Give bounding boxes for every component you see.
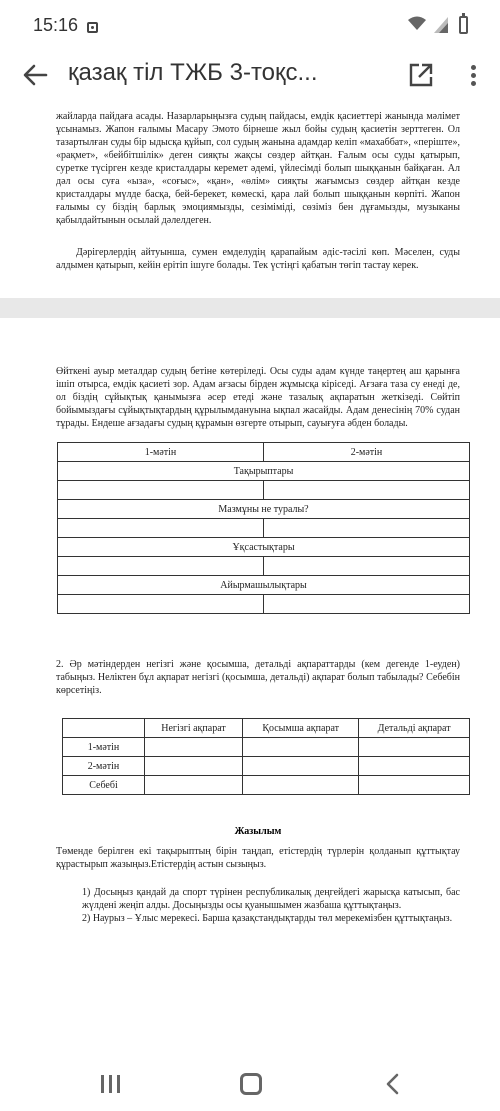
- section-title-writing: Жазылым: [234, 826, 282, 837]
- table-cell: [264, 519, 470, 538]
- table-cell: [58, 519, 264, 538]
- table-cell: [145, 776, 243, 795]
- back-arrow-icon[interactable]: [20, 60, 50, 90]
- table-header-text1: 1-мәтін: [58, 443, 264, 462]
- table-cell: [58, 557, 264, 576]
- table-cell: [58, 595, 264, 614]
- table-row-label: Айырмашылықтары: [58, 576, 470, 595]
- table-cell: [58, 481, 264, 500]
- info-table: [62, 718, 470, 795]
- table-header-additional: Қосымша ақпарат: [243, 719, 359, 738]
- document-title: қазақ тіл ТЖБ 3-тоқс...: [68, 59, 318, 86]
- writing-option-2: 2) Наурыз – Ұлыс мерекесі. Барша қазақстандықтарды төл мерекемізбен құттықтаңыз.: [82, 913, 453, 924]
- paragraph-3: Өйткені ауыр металдар судың бетіне көтеріледі. Осы суды адам күнде таңертең аш қарынға ішіп отырса, емдік қасиеті зор. Адам ағзасы бірден жұмысқа кіріседі. Ағзаға таза су енеді де, ол біздің сұйықтық қанымызға әсер етеді және тазалық ақпаратын жеткізеді. Сөйтіп бойымыздағы сұйықтықтардың құрылымдануына ықпал жасайды. Адам денесінің 70% судан тұрады. Ендеше ағзадағы судың құрамын өзгерте отырып, сауығуға әбден болады.: [56, 366, 460, 429]
- table-cell: [264, 481, 470, 500]
- table-row-label: 2-мәтін: [63, 757, 145, 776]
- table-cell: [243, 757, 359, 776]
- table-cell: [359, 757, 470, 776]
- system-nav-bar: [0, 1058, 500, 1111]
- open-external-icon[interactable]: [408, 62, 434, 88]
- table-row-label: Мазмұны не туралы?: [58, 500, 470, 519]
- table-cell: [145, 738, 243, 757]
- question-2: 2. Әр мәтіндерден негізгі және қосымша, детальді ақпараттарды (кем дегенде 1-еуден) табыңыз. Неліктен бұл ақпарат негізгі (қосымша, детальді) ақпарат болып табылады? Себебін көрсетіңіз.: [56, 659, 460, 696]
- home-icon[interactable]: [240, 1073, 262, 1095]
- table-cell: [243, 738, 359, 757]
- table-cell: [359, 738, 470, 757]
- document-page-1: [0, 110, 500, 298]
- table-row-label: Тақырыптары: [58, 462, 470, 481]
- writing-instructions: Төменде берілген екі тақырыптың бірін таңдап, етістердің түрлерін қолданып құттықтау құрастырып жазыңыз.Етістердің астын сызыңыз.: [56, 846, 460, 870]
- table-header-empty: [63, 719, 145, 738]
- table-row-label: 1-мәтін: [63, 738, 145, 757]
- table-header-detail: Детальді ақпарат: [359, 719, 470, 738]
- recents-icon[interactable]: [101, 1075, 121, 1093]
- battery-icon: [459, 16, 468, 34]
- back-icon[interactable]: [381, 1072, 405, 1096]
- table-row-label: Ұқсастықтары: [58, 538, 470, 557]
- signal-icon: [434, 17, 448, 33]
- table-cell: [264, 595, 470, 614]
- table-cell: [264, 557, 470, 576]
- status-time: 15:16: [33, 15, 79, 35]
- table-cell: [243, 776, 359, 795]
- document-viewer[interactable]: [0, 110, 500, 1058]
- wifi-icon: [407, 15, 427, 35]
- paragraph-2: Дәрігерлердің айтуынша, сумен емделудің қарапайым әдіс-тәсілі көп. Мәселен, суды алдымен қатырып, кейін ерітіп ішуге болады. Тек үстіңгі қабатын төгіп тастау керек.: [56, 247, 460, 271]
- table-cell: [145, 757, 243, 776]
- table-header-main: Негізгі ақпарат: [145, 719, 243, 738]
- paragraph-1: жайларда пайдаға асады. Назарларыңызға судың пайдасы, емдік қасиеттері жанында мәлімет ұсынамыз. Жапон ғалымы Масару Эмото бірнеше жыл бойы судың қасиетін зерттеген. Ол тазартылған суды бір ыдысқа құйып, сол судың жанына адамдар келіп «махаббат», «періште», «рақмет», «бейбітшілік» деген сияқты жақсы сөздер айтқан. Ғалым осы суды қатырып, суретке түсірген кезде кристалдары керемет әдемі, үйлесімді болып шыққанын байқаған. Ал дәл осы суға «ыза», «соғыс», «қан», «өлім» сияқты жағымсыз сөздер айтқан кезде кристалдары мүлде басқа, бей-берекет, көмескі, қара лай болып шыққанын көрпіті. Жапон ғалымы су біздің барлық эмоциямызды, сезіміміді, сөзіміз бен дұғамызды, музыканы қабылдайтынын осылай дәлелдеген.: [56, 111, 460, 226]
- table-row-label: Себебі: [63, 776, 145, 795]
- app-toolbar: [0, 42, 500, 110]
- table-header-text2: 2-мәтін: [264, 443, 470, 462]
- more-vert-icon[interactable]: [463, 62, 483, 88]
- table-cell: [359, 776, 470, 795]
- status-bar: [0, 0, 500, 42]
- notification-icon: [87, 22, 98, 33]
- comparison-table: [57, 442, 470, 614]
- document-page-2: [0, 318, 500, 1058]
- writing-option-1: 1) Досыңыз қандай да спорт түрінен республикалық деңгейдегі жарысқа катысып, бас жүлдені жеңіп алды. Досыңызды осы қуанышымен жазбаша құттықтаңыз.: [82, 887, 460, 911]
